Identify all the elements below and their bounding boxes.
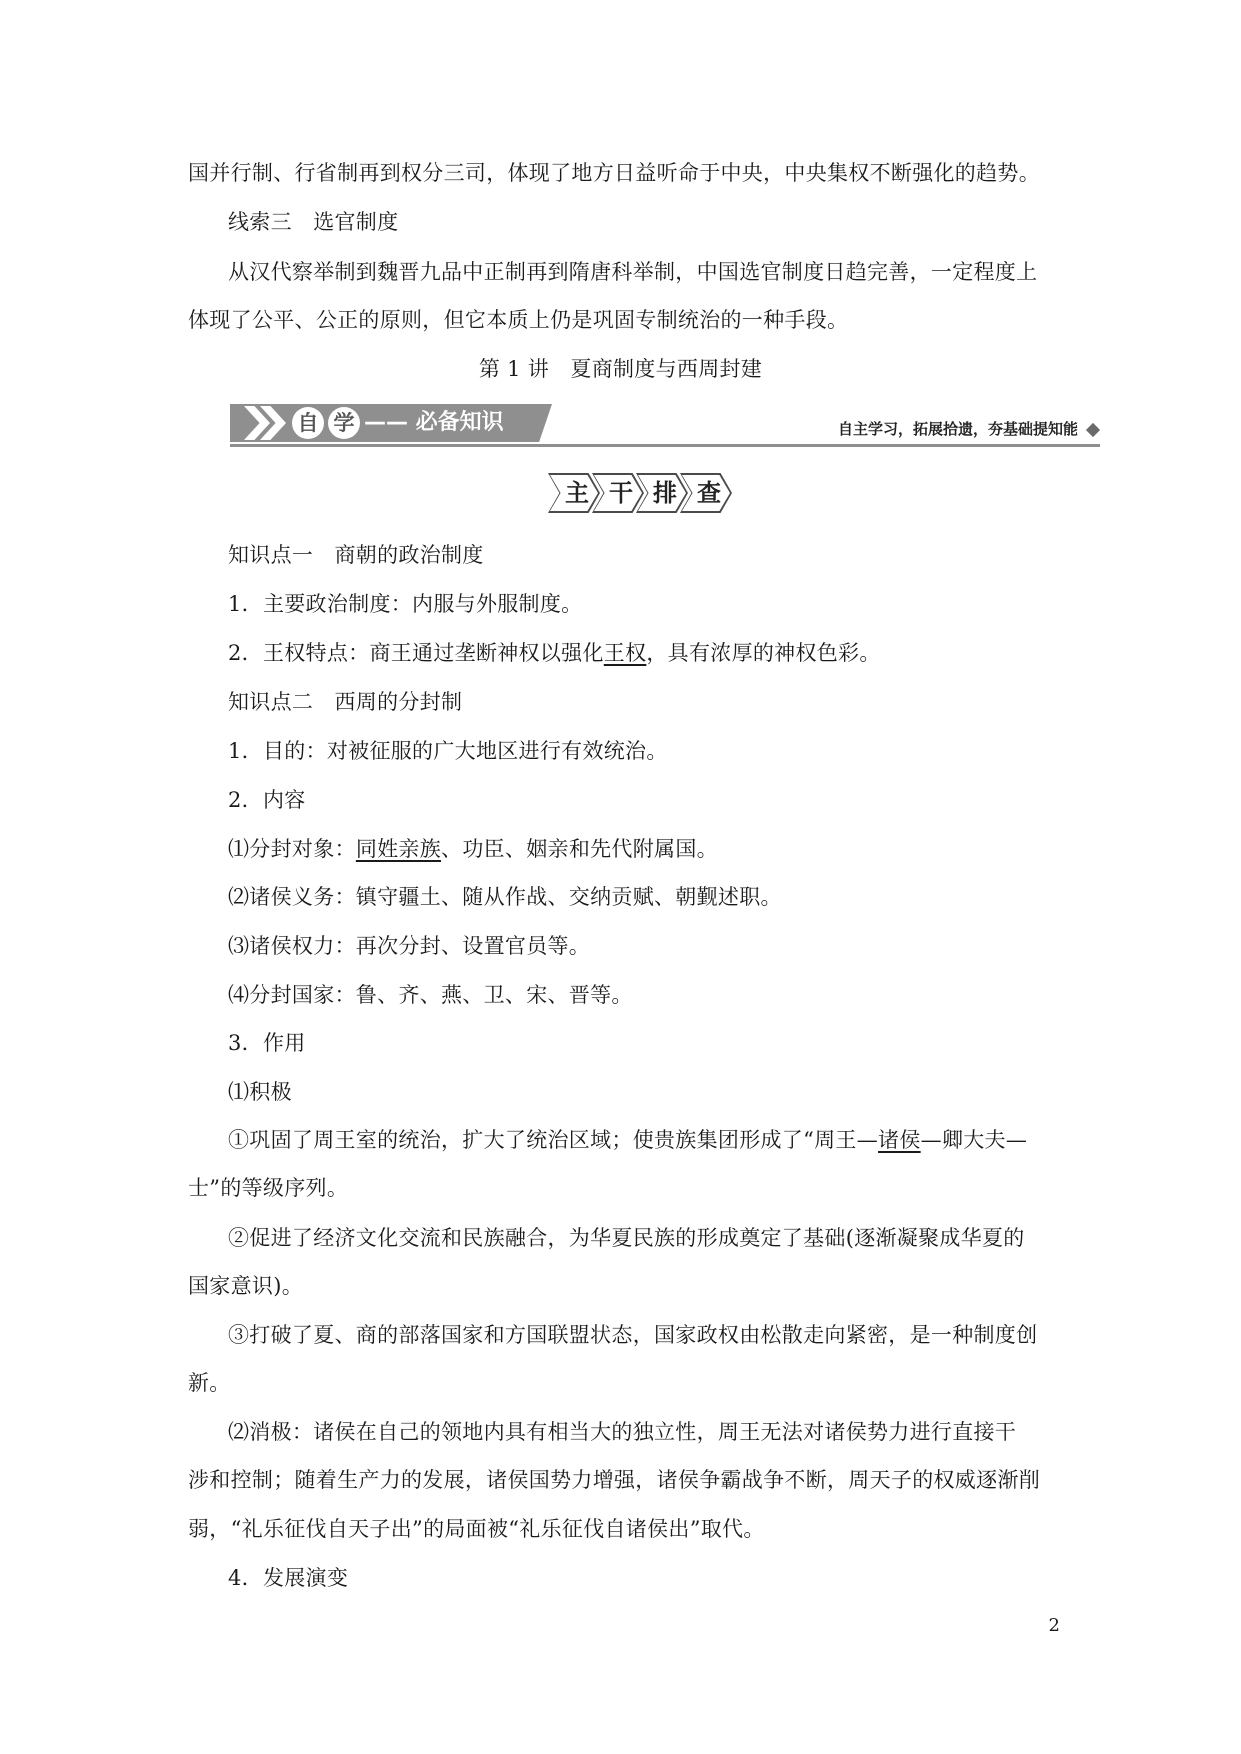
section-banner: [230, 404, 1100, 446]
body-text-line: ⑵消极：诸侯在自己的领地内具有相当大的独立性，周王无法对诸侯势力进行直接干: [228, 1420, 1017, 1444]
body-text-line: ⑶诸侯权力：再次分封、设置官员等。: [228, 934, 591, 958]
body-text-line: 1．主要政治制度：内服与外服制度。: [228, 592, 583, 616]
underlined-term: 王权: [603, 641, 647, 665]
diamond-icon: [1086, 423, 1100, 437]
section-word: 干: [609, 479, 633, 507]
body-text-line: 涉和控制；随着生产力的发展，诸侯国势力增强，诸侯争霸战争不断，周天子的权威逐渐削: [188, 1468, 1040, 1492]
knowledge-point-title: 知识点二 西周的分封制: [228, 690, 463, 714]
banner-circle-char: 学: [328, 407, 360, 439]
section-word: 主: [565, 479, 589, 507]
body-text-line: 弱，“礼乐征伐自天子出”的局面被“礼乐征伐自诸侯出”取代。: [188, 1517, 765, 1541]
lecture-title: 第 1 讲 夏商制度与西周封建: [478, 357, 763, 381]
banner-rule: [230, 444, 1100, 447]
underlined-term: 诸侯: [878, 1128, 921, 1152]
body-text-line: 2．王权特点：商王通过垄断神权以强化王权，具有浓厚的神权色彩。: [228, 641, 881, 665]
section-word: 查: [697, 479, 721, 507]
section-heading: [548, 473, 748, 513]
banner-title: —— 必备知识: [364, 410, 504, 435]
body-text-line: 士”的等级序列。: [188, 1176, 349, 1200]
body-text-line: ⑵诸侯义务：镇守疆土、随从作战、交纳贡赋、朝觐述职。: [228, 885, 782, 909]
body-text-line: 从汉代察举制到魏晋九品中正制再到隋唐科举制，中国选官制度日趋完善，一定程度上: [228, 260, 1038, 284]
body-text-line: ⑴分封对象：同姓亲族、功臣、姻亲和先代附属国。: [228, 837, 718, 861]
body-text-line: 国家意识)。: [188, 1274, 303, 1298]
body-text-line: ⑴积极: [228, 1080, 292, 1104]
banner-circle-char: 自: [292, 407, 324, 439]
banner-slogan: 自主学习，拓展拾遗，夯基础提知能: [837, 420, 1078, 438]
body-text-line: 体现了公平、公正的原则，但它本质上仍是巩固专制统治的一种手段。: [188, 308, 849, 332]
body-text-line: 1．目的：对被征服的广大地区进行有效统治。: [228, 739, 668, 763]
underlined-term: 同姓亲族: [355, 837, 442, 861]
body-text-line: ②促进了经济文化交流和民族融合，为华夏民族的形成奠定了基础(逐渐凝聚成华夏的: [228, 1226, 1025, 1250]
body-text-line: ⑷分封国家：鲁、齐、燕、卫、宋、晋等。: [228, 983, 633, 1007]
section-word: 排: [653, 479, 677, 507]
knowledge-point-title: 知识点一 商朝的政治制度: [228, 543, 484, 567]
body-text-line: 国并行制、行省制再到权分三司，体现了地方日益听命于中央，中央集权不断强化的趋势。: [188, 161, 1040, 185]
body-text-line: 新。: [188, 1371, 231, 1395]
body-text-line: 3．作用: [228, 1031, 306, 1055]
body-text-line: ①巩固了周王室的统治，扩大了统治区域；使贵族集团形成了“周王—诸侯—卿大夫—: [228, 1128, 1028, 1152]
page-number: 2: [1048, 1615, 1060, 1636]
body-text-line: ③打破了夏、商的部落国家和方国联盟状态，国家政权由松散走向紧密，是一种制度创: [228, 1323, 1038, 1347]
clue-heading: 线索三 选官制度: [228, 210, 399, 234]
body-text-line: 4．发展演变: [228, 1566, 349, 1590]
body-text-line: 2．内容: [228, 788, 306, 812]
